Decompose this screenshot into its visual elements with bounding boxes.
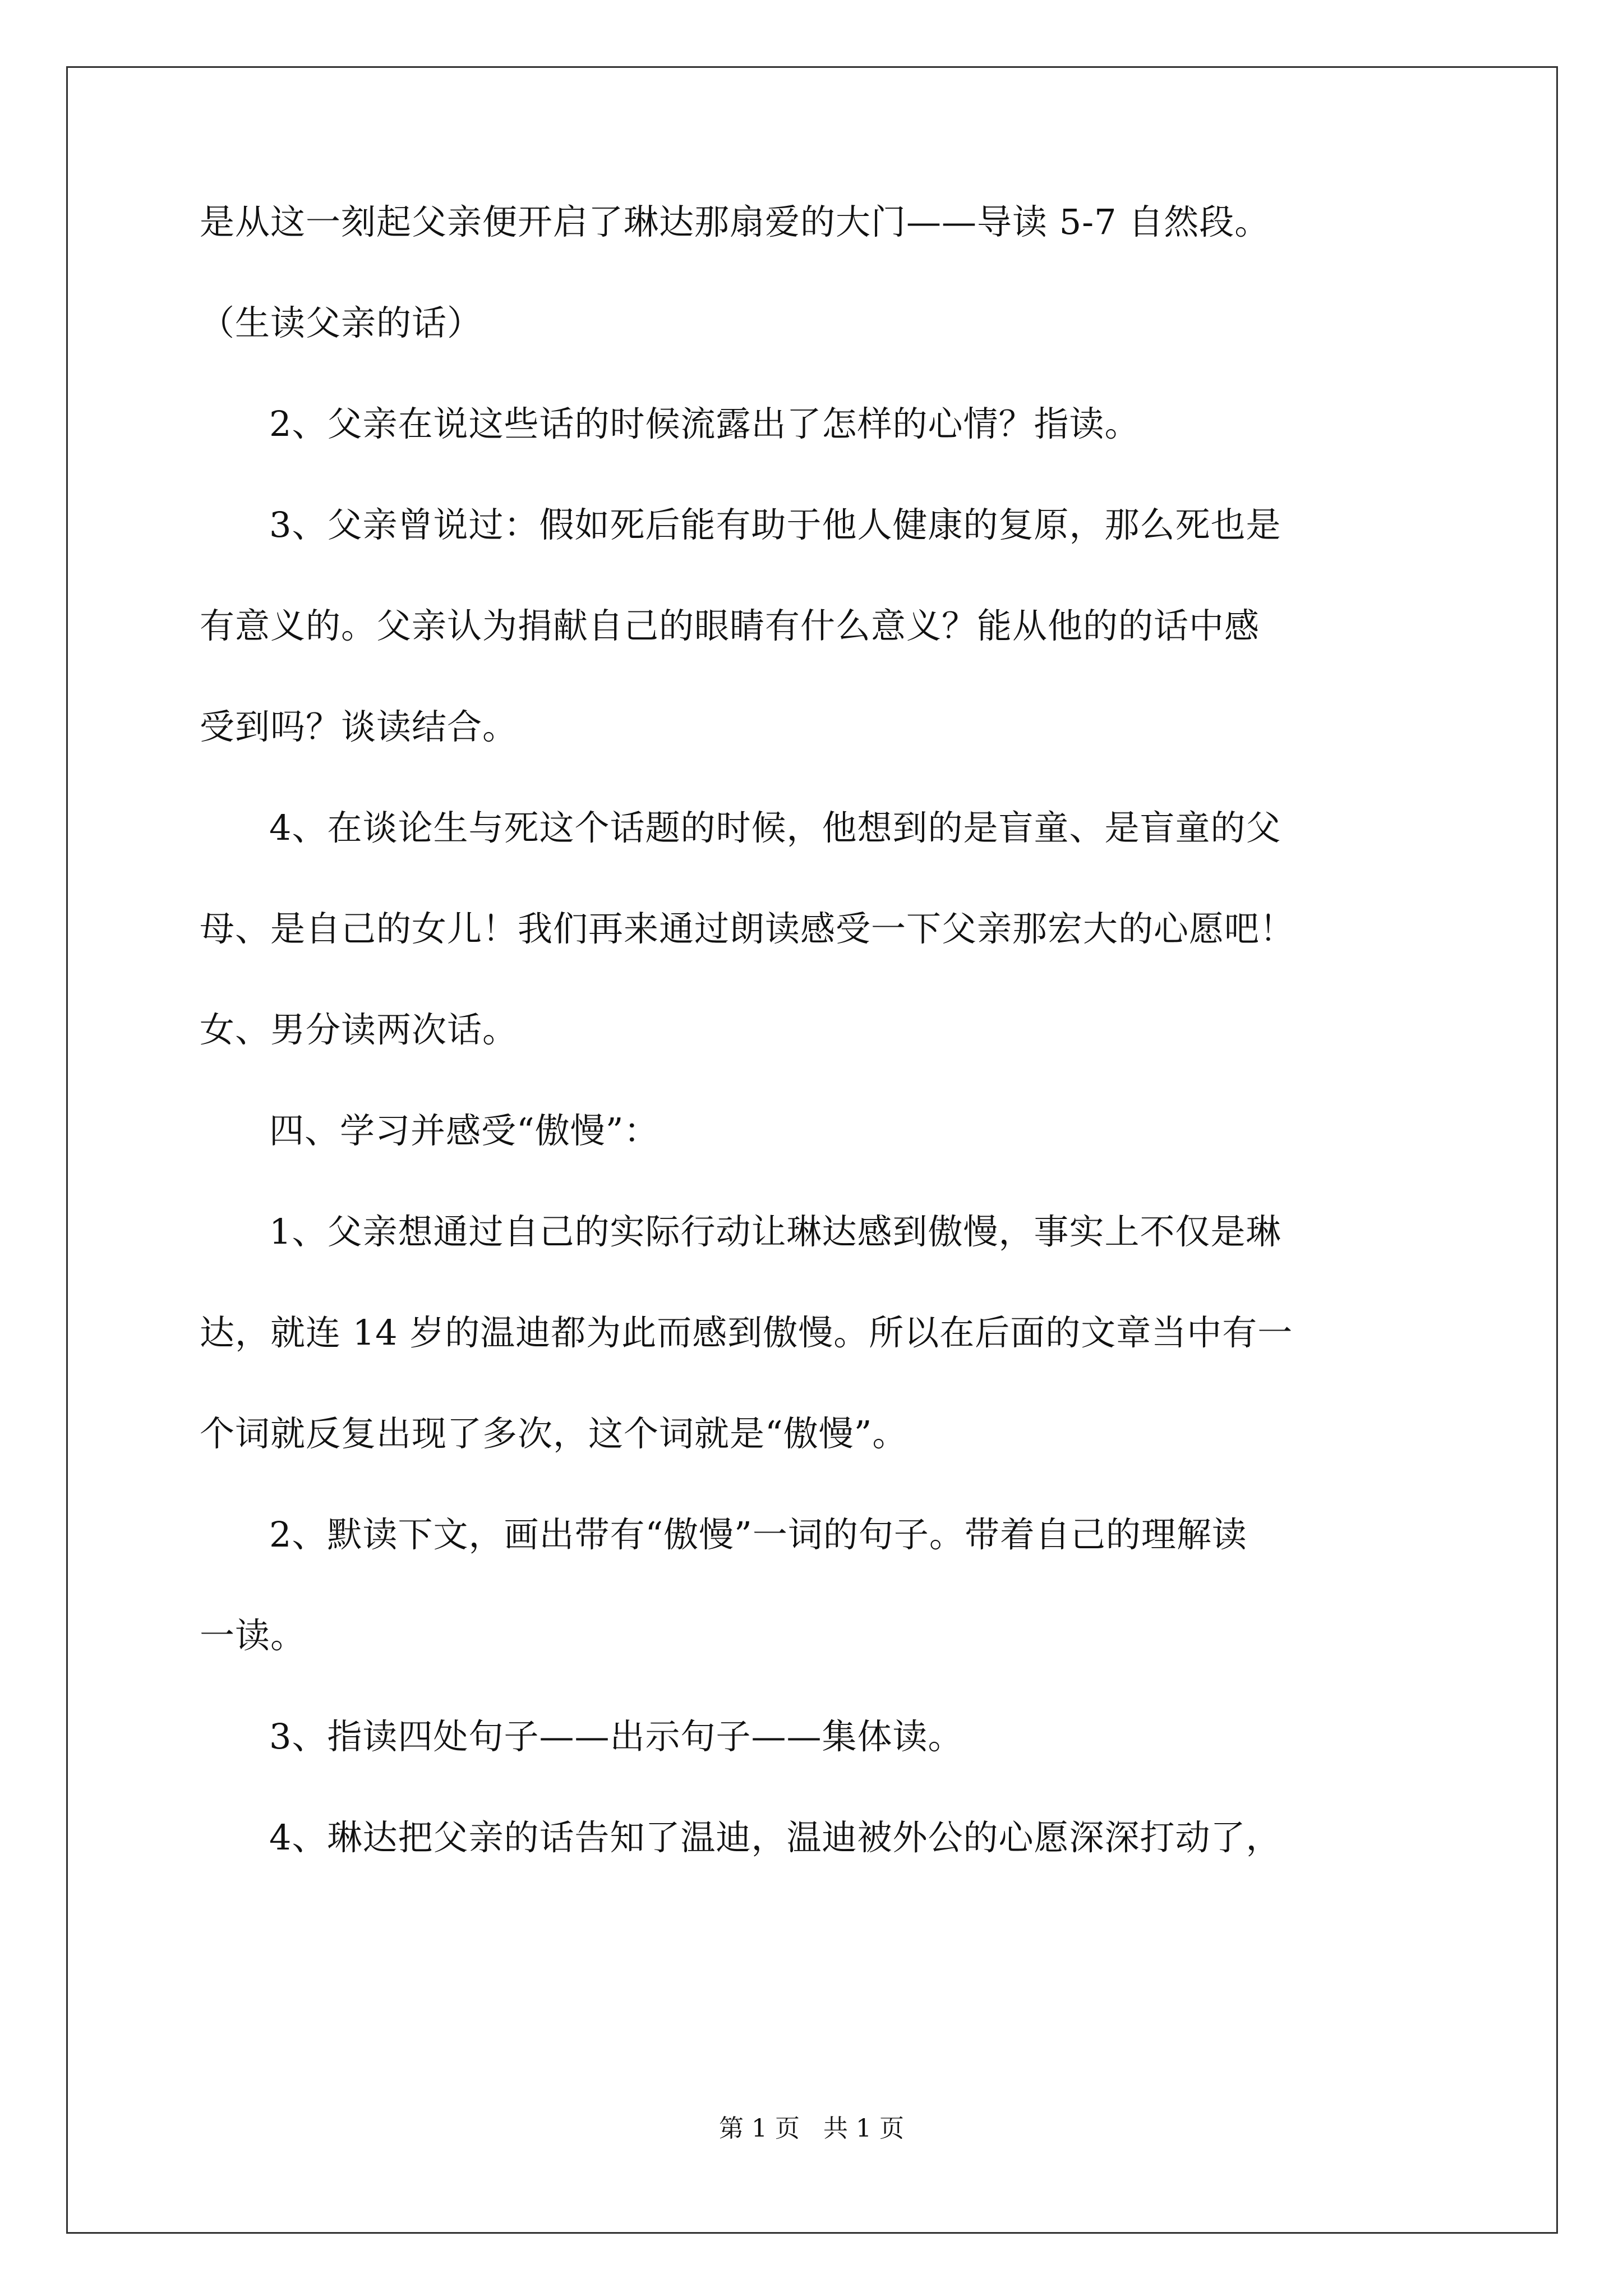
text-line: 3、父亲曾说过：假如死后能有助于他人健康的复原，那么死也是 (269, 504, 1281, 545)
text-line: 3、指读四处句子——出示句子——集体读。 (269, 1716, 963, 1757)
text-line: 个词就反复出现了多次，这个词就是“傲慢”。 (200, 1413, 908, 1454)
text-line: 受到吗？谈读结合。 (200, 706, 518, 747)
page-number-footer: 第 1 页 共 1 页 (719, 2114, 904, 2143)
text-line: 2、默读下文，画出带有“傲慢”一词的句子。带着自己的理解读 (269, 1514, 1247, 1555)
text-line: 一读。 (200, 1615, 306, 1656)
text-line: 1、父亲想通过自己的实际行动让琳达感到傲慢，事实上不仅是琳 (269, 1211, 1281, 1252)
text-line: 4、琳达把父亲的话告知了温迪，温迪被外公的心愿深深打动了， (269, 1817, 1281, 1858)
text-line: 达，就连 14 岁的温迪都为此而感到傲慢。所以在后面的文章当中有一 (200, 1312, 1293, 1353)
text-line: （生读父亲的话） (200, 302, 483, 343)
text-line: 母、是自己的女儿！我们再来通过朗读感受一下父亲那宏大的心愿吧！ (200, 908, 1295, 949)
text-line: 2、父亲在说这些话的时候流露出了怎样的心情？指读。 (269, 403, 1140, 444)
text-line: 女、男分读两次话。 (200, 1009, 518, 1050)
text-line: 有意义的。父亲认为捐献自己的眼睛有什么意义？能从他的的话中感 (200, 605, 1260, 646)
section-heading: 四、学习并感受“傲慢”： (269, 1110, 660, 1151)
text-line: 4、在谈论生与死这个话题的时候，他想到的是盲童、是盲童的父 (269, 807, 1281, 848)
text-line: 是从这一刻起父亲便开启了琳达那扇爱的大门——导读 5-7 自然段。 (200, 201, 1270, 242)
